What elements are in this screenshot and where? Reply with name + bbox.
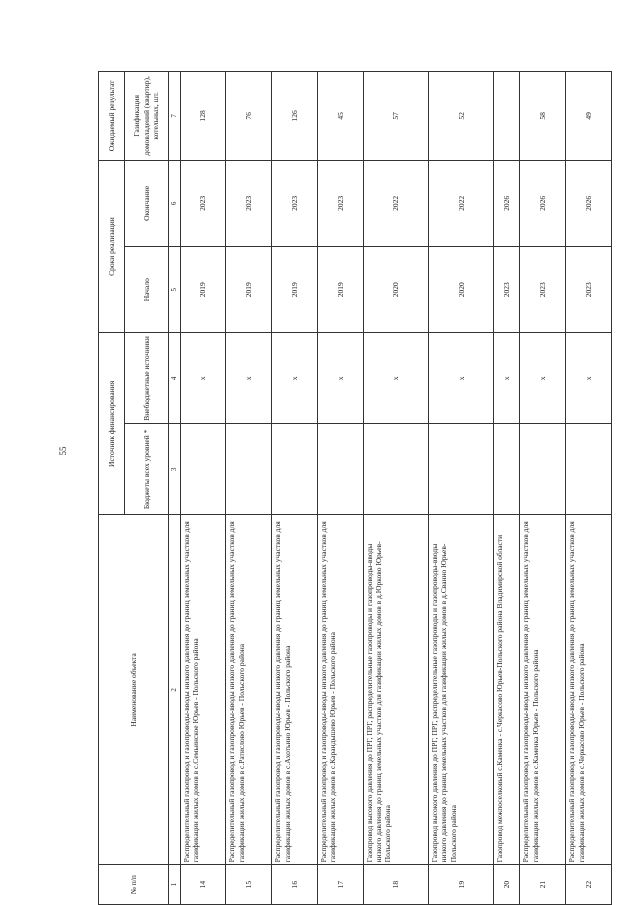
- extra-funding-cell: x: [180, 333, 226, 424]
- budget-cell: [180, 424, 226, 515]
- row-num: 14: [180, 865, 226, 905]
- row-num: 18: [363, 865, 428, 905]
- col-index-1: 1: [169, 865, 181, 905]
- col-index-7: 7: [169, 72, 181, 161]
- object-name: Распределительный газопровод и газопроводы-вводы низкого давления до границ земельных участков для газификации жилых домов в с.Карандышево Юрьев - Польского района: [317, 515, 363, 865]
- row-num: 17: [317, 865, 363, 905]
- header-terms: Сроки реализации: [99, 160, 125, 333]
- end-year: 2023: [272, 160, 318, 246]
- extra-funding-cell: x: [317, 333, 363, 424]
- header-result: Ожидаемый результат: [99, 72, 125, 161]
- result-count: 58: [520, 72, 566, 161]
- budget-cell: [226, 424, 272, 515]
- end-year: 2023: [180, 160, 226, 246]
- start-year: 2020: [363, 247, 428, 333]
- row-num: 20: [494, 865, 520, 905]
- table-row: [429, 72, 494, 905]
- end-year: 2023: [317, 160, 363, 246]
- col-index-3: 3: [169, 424, 181, 515]
- table-row: [226, 72, 272, 905]
- extra-funding-cell: x: [363, 333, 428, 424]
- object-name: Распределительный газопровод и газопроводы-вводы низкого давления до границ земельных участков для газификации жилых домов в с.Семьинское Юрьев - Польского района: [180, 515, 226, 865]
- object-name: Распределительный газопровод и газопроводы-вводы низкого давления до границ земельных участков для газификации жилых домов в с.Ахотьино Юрьев - Польского района: [272, 515, 318, 865]
- extra-funding-cell: x: [494, 333, 520, 424]
- extra-funding-cell: x: [272, 333, 318, 424]
- budget-cell: [272, 424, 318, 515]
- objects-table: [98, 71, 612, 905]
- row-num: 16: [272, 865, 318, 905]
- result-count: 52: [429, 72, 494, 161]
- result-count: [494, 72, 520, 161]
- object-name: Распределительный газопровод и газопроводы-вводы низкого давления до границ земельных участков для газификации жилых домов в с.Каменка Юрьев - Польского района: [520, 515, 566, 865]
- start-year: 2023: [566, 247, 612, 333]
- col-index-5: 5: [169, 247, 181, 333]
- extra-funding-cell: x: [226, 333, 272, 424]
- start-year: 2023: [520, 247, 566, 333]
- row-num: 21: [520, 865, 566, 905]
- rotated-table-container: [98, 71, 612, 905]
- budget-cell: [363, 424, 428, 515]
- header-start: Начало: [125, 247, 169, 333]
- result-count: 76: [226, 72, 272, 161]
- table-row: [520, 72, 566, 905]
- table-row: [363, 72, 428, 905]
- table-row: [317, 72, 363, 905]
- budget-cell: [520, 424, 566, 515]
- budget-cell: [429, 424, 494, 515]
- row-num: 19: [429, 865, 494, 905]
- extra-funding-cell: x: [520, 333, 566, 424]
- start-year: 2019: [272, 247, 318, 333]
- object-name: Газопровод высокого давления до ПРГ, ПРГ, распределительные газопроводы и газопроводы-вводы низкого давления до границ земельных участков для газификации жилых домов в д.Сванно Юрьев-Польского района: [429, 515, 494, 865]
- header-funding-extra: Внебюджетные источники: [125, 333, 169, 424]
- start-year: 2023: [494, 247, 520, 333]
- end-year: 2026: [494, 160, 520, 246]
- result-count: 45: [317, 72, 363, 161]
- end-year: 2026: [566, 160, 612, 246]
- header-num: № п/п: [99, 865, 169, 905]
- table-row: [272, 72, 318, 905]
- object-name: Распределительный газопровод и газопроводы-вводы низкого давления до границ земельных участков для газификации жилых домов в с.Черкасово Юрьев - Польского района: [566, 515, 612, 865]
- start-year: 2019: [317, 247, 363, 333]
- header-funding-budget: Бюджеты всех уровней *: [125, 424, 169, 515]
- extra-funding-cell: x: [429, 333, 494, 424]
- extra-funding-cell: x: [566, 333, 612, 424]
- col-index-2: 2: [169, 515, 181, 865]
- end-year: 2023: [226, 160, 272, 246]
- col-index-4: 4: [169, 333, 181, 424]
- result-count: 128: [180, 72, 226, 161]
- row-num: 22: [566, 865, 612, 905]
- start-year: 2019: [180, 247, 226, 333]
- result-count: 57: [363, 72, 428, 161]
- column-index-row: [169, 72, 181, 905]
- row-num: 15: [226, 865, 272, 905]
- budget-cell: [317, 424, 363, 515]
- result-count: 126: [272, 72, 318, 161]
- page-number: 55: [58, 446, 68, 456]
- object-name: Распределительный газопровод и газопроводы-вводы низкого давления до границ земельных участков для газификации жилых домов в с.Ратислово Юрьев - Польского района: [226, 515, 272, 865]
- col-index-6: 6: [169, 160, 181, 246]
- end-year: 2022: [363, 160, 428, 246]
- object-name: Газопровод высокого давления до ПРГ, ПРГ, распределительные газопроводы и газопроводы-вводы низкого давления до границ земельных участков для газификации жилых домов в д.Юрково Юрьев-Польского района: [363, 515, 428, 865]
- budget-cell: [566, 424, 612, 515]
- result-count: 49: [566, 72, 612, 161]
- start-year: 2020: [429, 247, 494, 333]
- header-result-sub: Газификация домовладений (квартир), котельных, шт.: [125, 72, 169, 161]
- header-funding: Источник финансирования: [99, 333, 125, 515]
- table-row: [494, 72, 520, 905]
- budget-cell: [494, 424, 520, 515]
- object-name: Газопровод межпоселковый с.Каменка - с.Черкасово Юрьев-Польского района Владимирской области: [494, 515, 520, 865]
- table-row: [180, 72, 226, 905]
- header-end: Окончание: [125, 160, 169, 246]
- header-name: Наименование объекта: [99, 515, 169, 865]
- end-year: 2022: [429, 160, 494, 246]
- start-year: 2019: [226, 247, 272, 333]
- table-row: [566, 72, 612, 905]
- end-year: 2026: [520, 160, 566, 246]
